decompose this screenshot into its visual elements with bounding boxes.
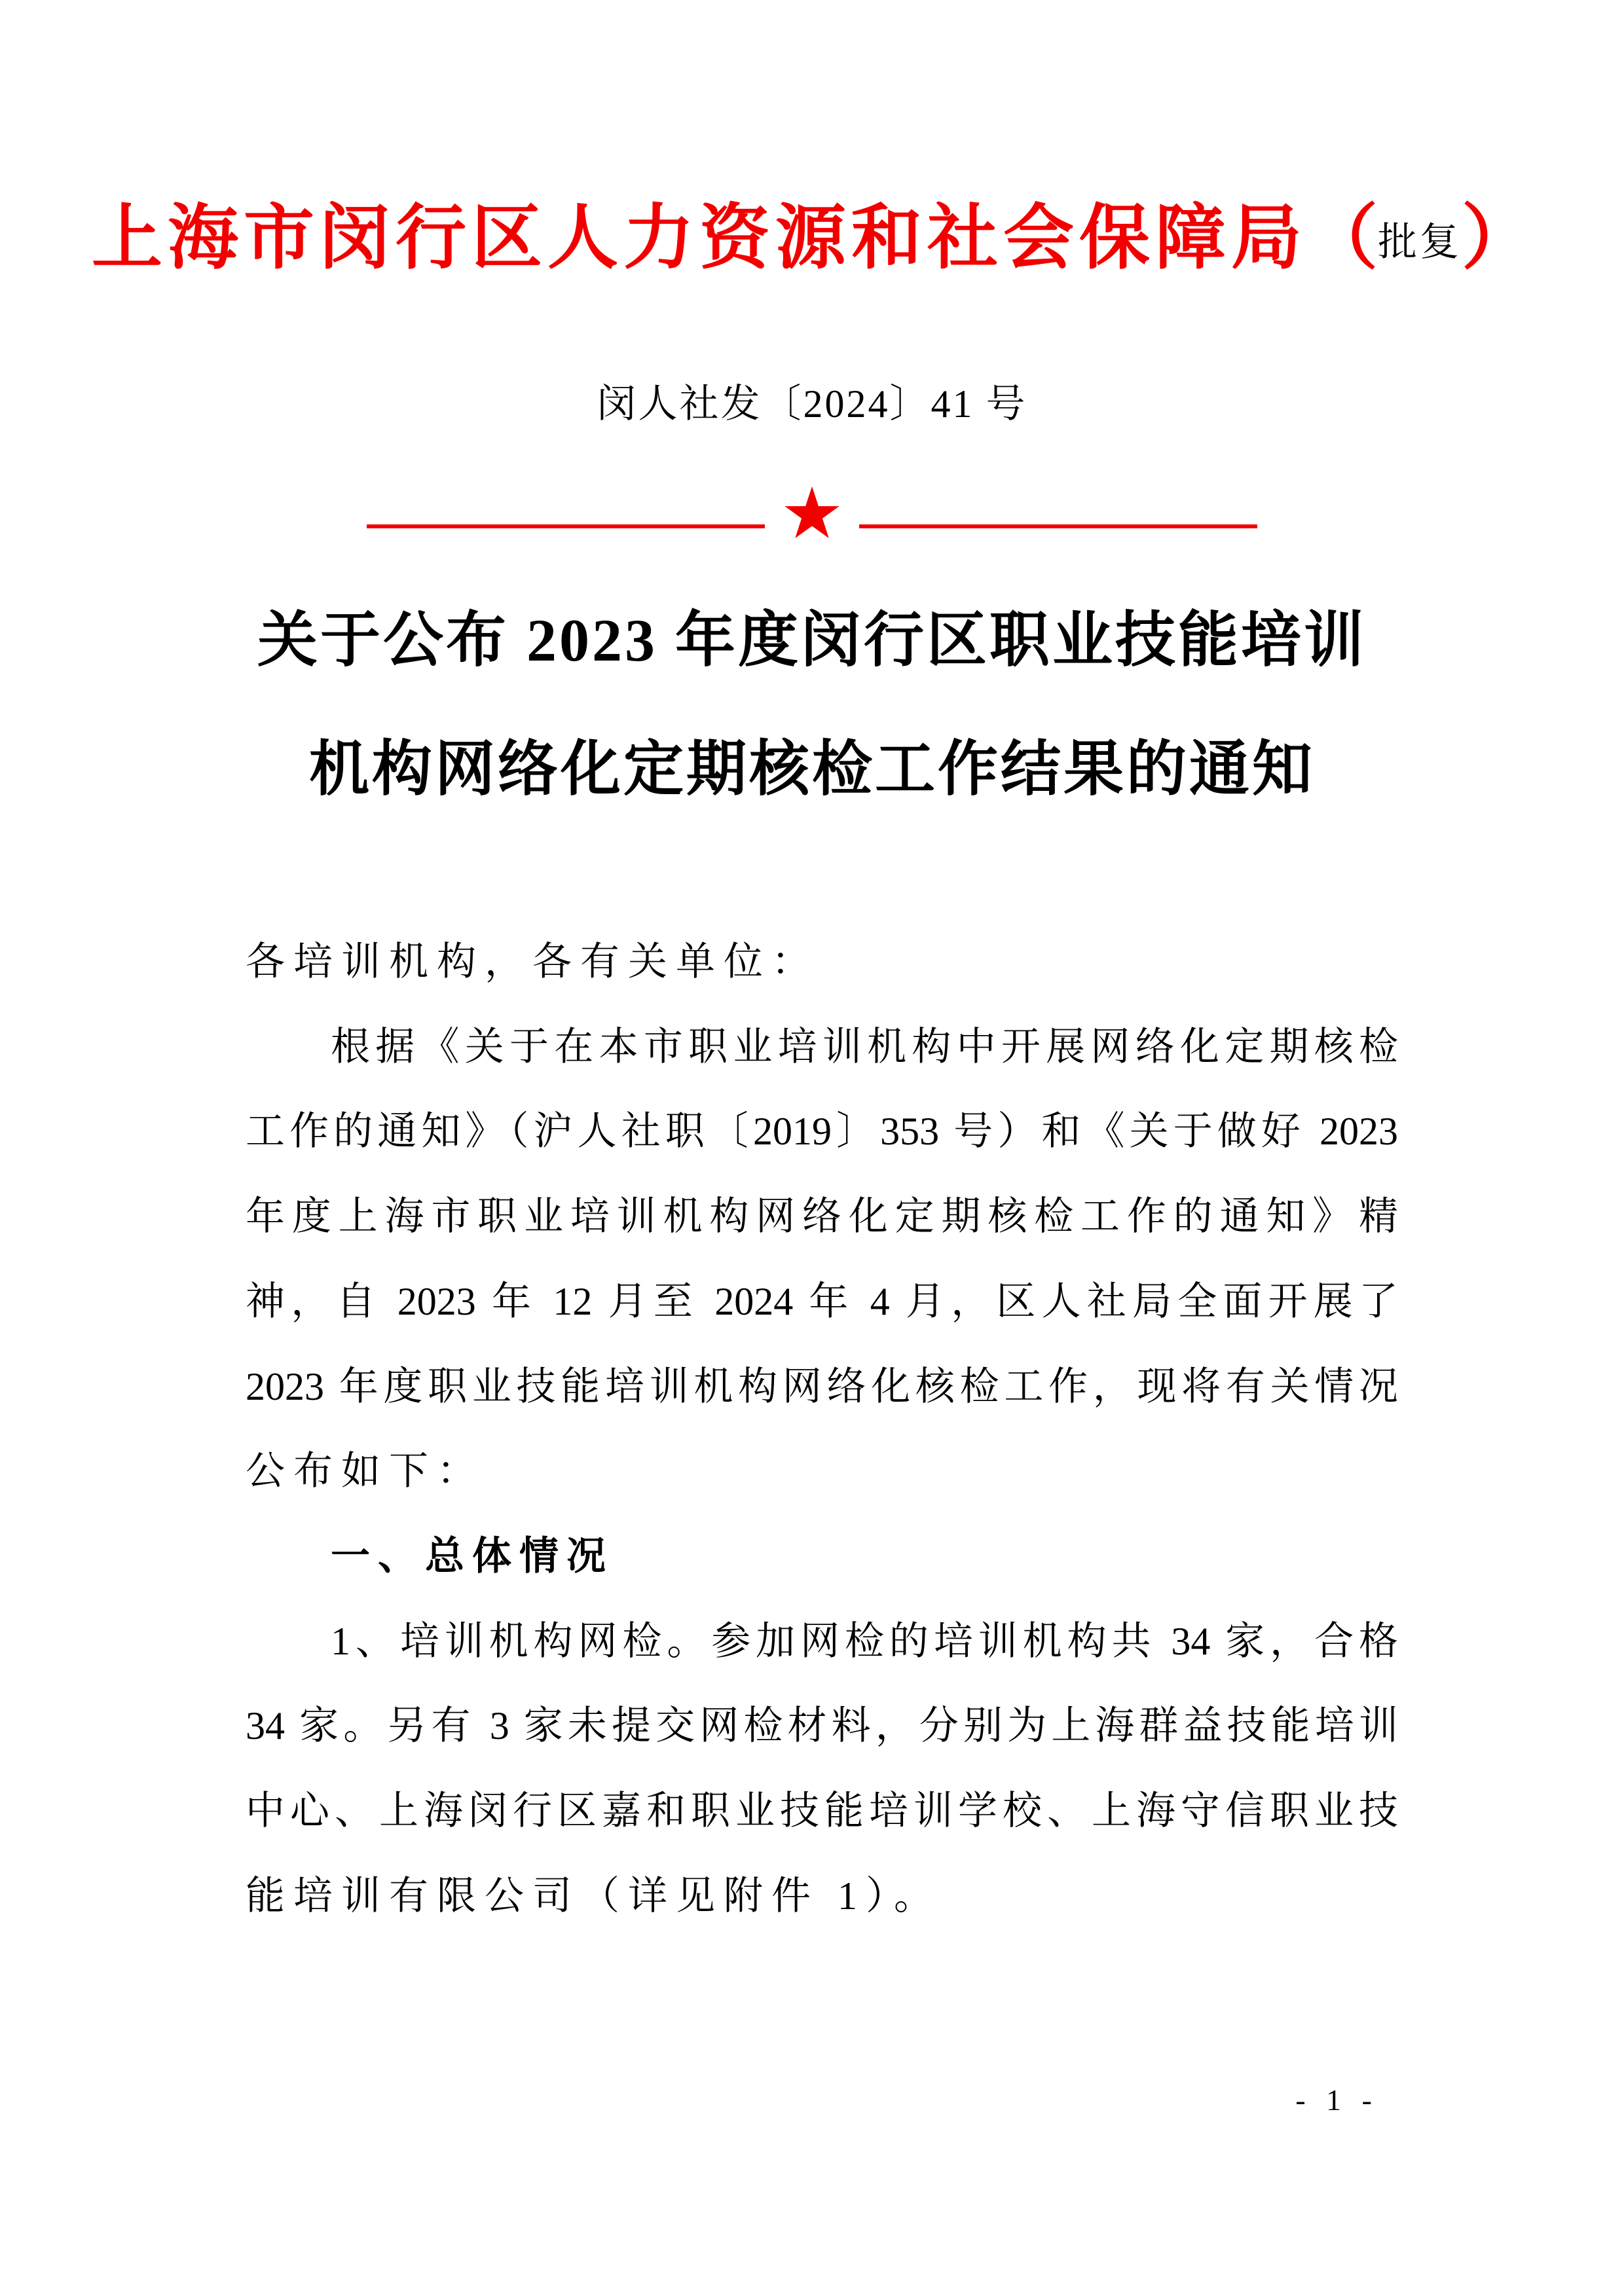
salutation-line: 各培训机构，各有关单位： <box>246 940 819 983</box>
doc-number: 闵人社发〔2024〕41 号 <box>597 382 1027 426</box>
notice-title <box>0 576 1624 834</box>
separator-line-right <box>859 524 1257 528</box>
body-line: 中心、上海闵行区嘉和职业技能培训学校、上海守信职业技 <box>246 1789 1398 1833</box>
body-line: 年度上海市职业培训机构网络化定期核检工作的通知》精 <box>246 1195 1398 1239</box>
notice-title-line1: 关于公布 2023 年度闵行区职业技能培训 <box>257 607 1367 674</box>
notice-title-line2: 机构网络化定期核检工作结果的通知 <box>308 736 1315 803</box>
notice-body <box>246 920 1398 1939</box>
red-star-icon <box>784 485 840 543</box>
body-line: 工作的通知》（沪人社职〔2019〕353 号）和《关于做好 2023 <box>246 1110 1398 1154</box>
separator-line-left <box>367 524 765 528</box>
body-line: 根据《关于在本市职业培训机构中开展网络化定期核检 <box>331 1025 1398 1068</box>
body-line: 34 家。另有 3 家未提交网检材料，分别为上海群益技能培训 <box>246 1704 1398 1748</box>
annotation-paren-open: （ <box>1306 200 1378 278</box>
agency-annotation: 批复 <box>1378 221 1462 264</box>
agency-name: 上海市闵行区人力资源和社会保障局 <box>91 200 1307 278</box>
section-heading-overview: 一、总体情况 <box>331 1533 614 1579</box>
agency-letterhead <box>0 196 1624 285</box>
body-line: 1、培训机构网检。参加网检的培训机构共 34 家，合格 <box>331 1619 1398 1663</box>
header-separator <box>367 497 1257 556</box>
page-number: - 1 - <box>1295 2083 1378 2117</box>
body-line: 2023 年度职业技能培训机构网络化核检工作，现将有关情况 <box>246 1364 1398 1408</box>
body-line: 能培训有限公司（详见附件 1）。 <box>246 1874 942 1918</box>
annotation-paren-close: ） <box>1462 200 1533 278</box>
body-line: 公布如下： <box>246 1449 485 1493</box>
body-line: 神，自 2023 年 12 月至 2024 年 4 月，区人社局全面开展了 <box>246 1279 1398 1323</box>
